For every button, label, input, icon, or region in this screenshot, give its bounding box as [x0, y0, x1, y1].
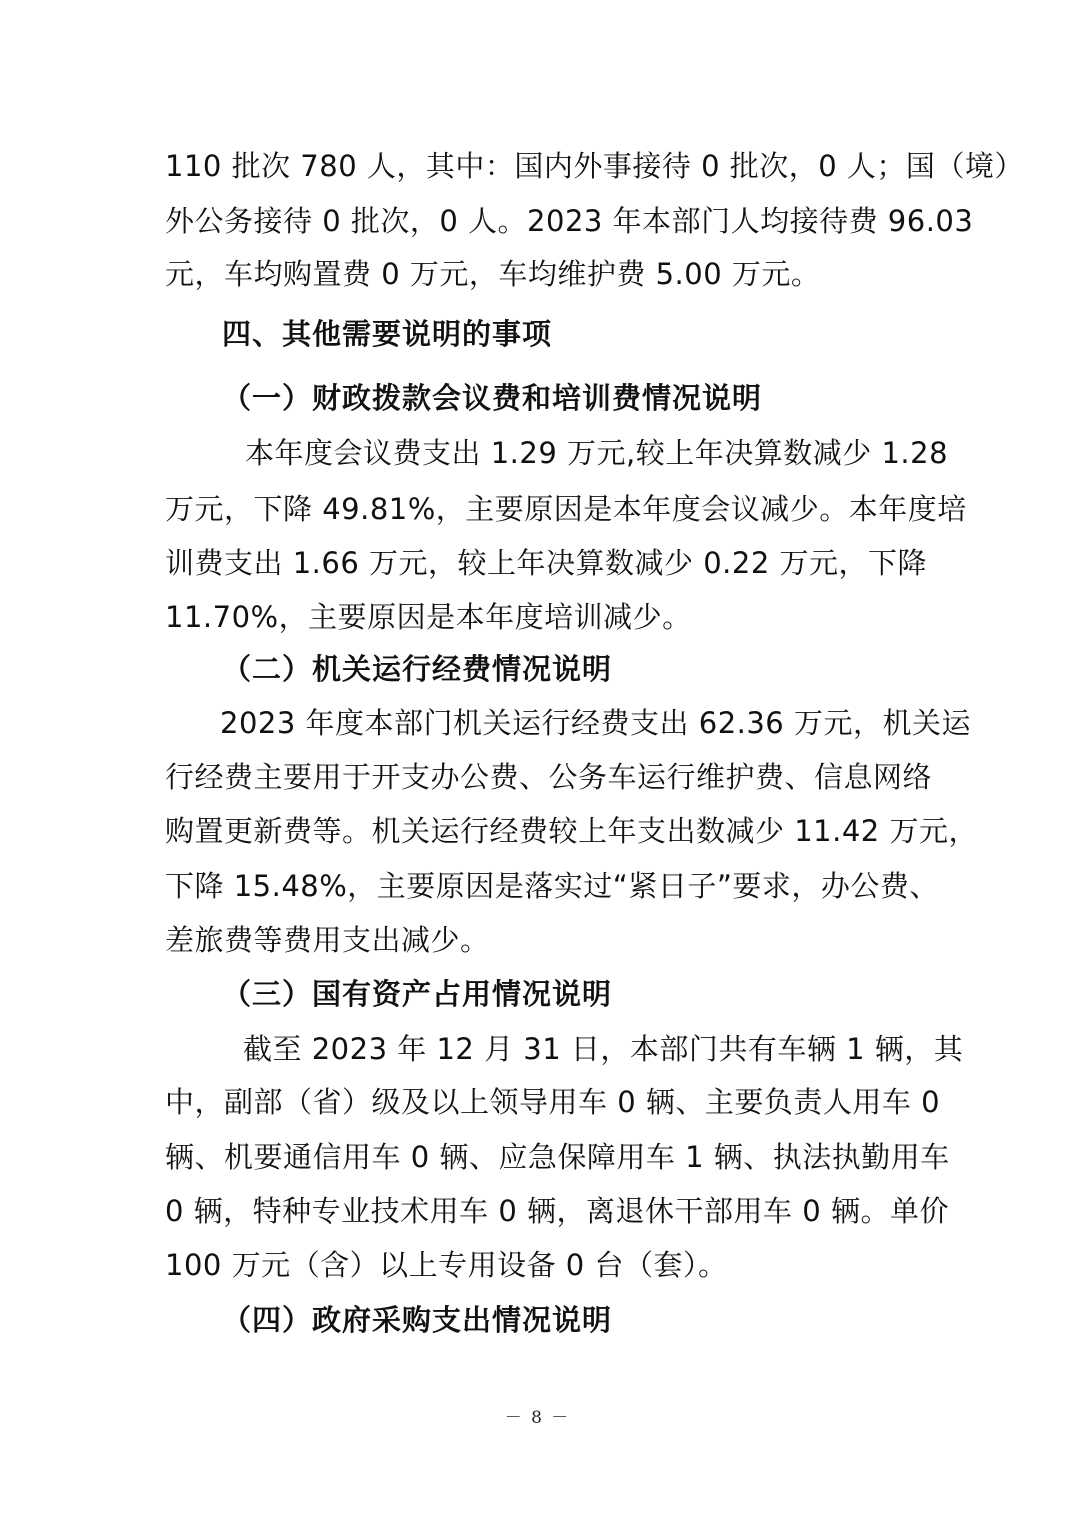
subsection-title-3: （三）国有资产占用情况说明 — [222, 977, 613, 1011]
page-number: － 8 － — [504, 1408, 571, 1428]
subsection-title-1: （一）财政拨款会议费和培训费情况说明 — [222, 381, 763, 415]
body-line: 行经费主要用于开支办公费、公务车运行维护费、信息网络 — [165, 760, 933, 794]
body-line: 中，副部（省）级及以上领导用车 0 辆、主要负责人用车 0 — [165, 1085, 941, 1119]
body-line: 训费支出 1.66 万元，较上年决算数减少 0.22 万元，下降 — [165, 546, 928, 580]
body-line: 0 辆，特种专业技术用车 0 辆，离退休干部用车 0 辆。单价 — [165, 1194, 949, 1228]
body-line: 110 批次 780 人，其中：国内外事接待 0 批次，0 人；国（境） — [165, 149, 1024, 183]
body-line: 外公务接待 0 批次，0 人。2023 年本部门人均接待费 96.03 — [165, 204, 974, 238]
body-line: 万元，下降 49.81%，主要原因是本年度会议减少。本年度培 — [165, 492, 967, 526]
body-line: 辆、机要通信用车 0 辆、应急保障用车 1 辆、执法执勤用车 — [165, 1140, 950, 1174]
body-line: 11.70%，主要原因是本年度培训减少。 — [165, 600, 692, 634]
section-title: 四、其他需要说明的事项 — [222, 317, 553, 351]
body-line: 本年度会议费支出 1.29 万元,较上年决算数减少 1.28 — [245, 436, 949, 470]
body-line: 2023 年度本部门机关运行经费支出 62.36 万元，机关运 — [220, 706, 971, 740]
body-line: 元，车均购置费 0 万元，车均维护费 5.00 万元。 — [165, 257, 821, 291]
body-line: 下降 15.48%，主要原因是落实过“紧日子”要求，办公费、 — [165, 869, 939, 903]
subsection-title-4: （四）政府采购支出情况说明 — [222, 1303, 613, 1337]
body-line: 购置更新费等。机关运行经费较上年支出数减少 11.42 万元， — [165, 814, 978, 848]
body-line: 截至 2023 年 12 月 31 日，本部门共有车辆 1 辆，其 — [243, 1032, 964, 1066]
body-line: 差旅费等费用支出减少。 — [165, 923, 490, 957]
subsection-title-2: （二）机关运行经费情况说明 — [222, 652, 613, 686]
body-line: 100 万元（含）以上专用设备 0 台（套）。 — [165, 1248, 728, 1282]
